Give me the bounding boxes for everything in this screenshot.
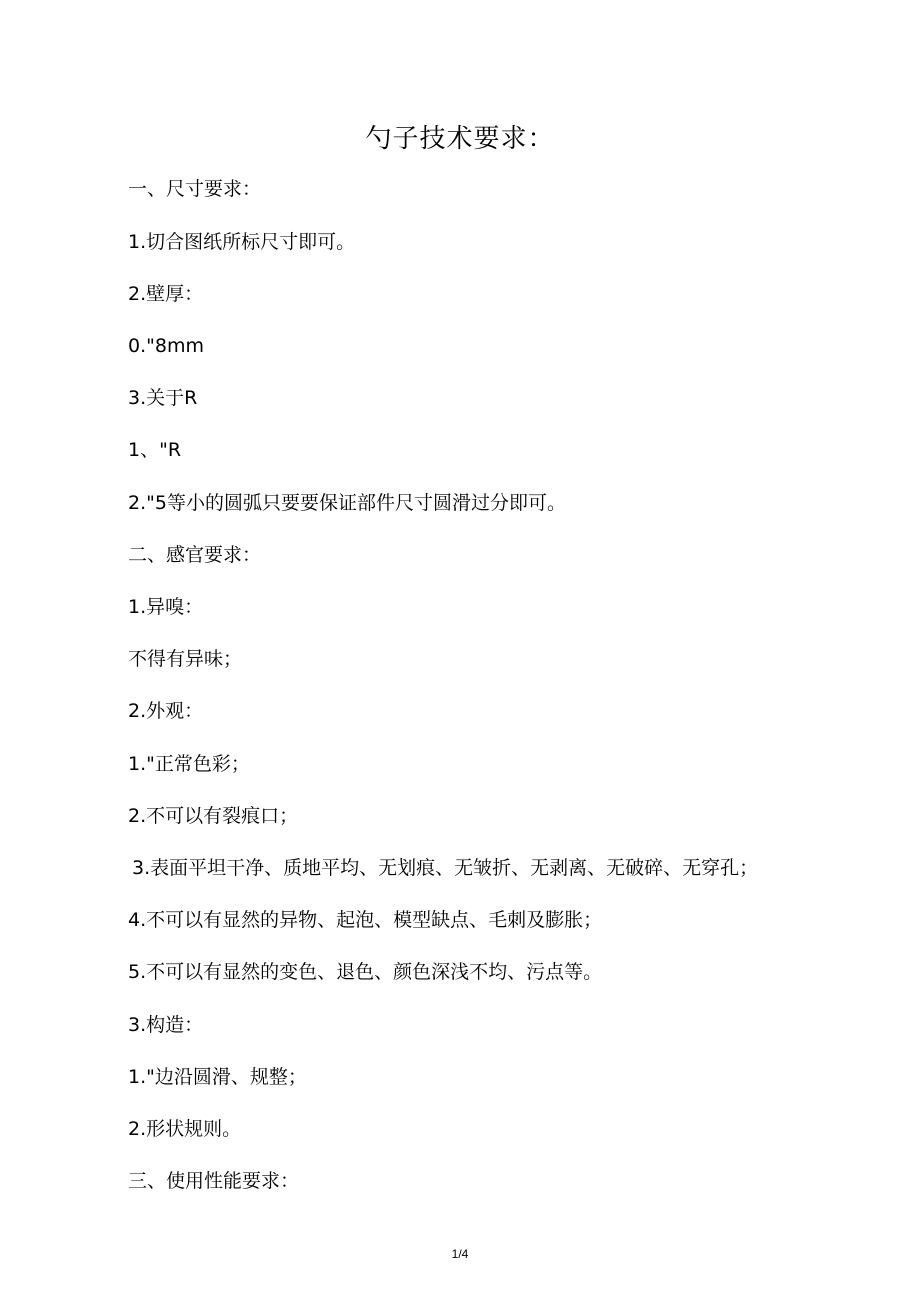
text-line: 1.切合图纸所标尺寸即可。 bbox=[128, 231, 356, 253]
text-line: 2.外观： bbox=[128, 700, 204, 722]
text-line: 5.不可以有显然的变色、退色、颜色深浅不均、污点等。 bbox=[128, 961, 603, 983]
text-line: 不得有异味； bbox=[128, 648, 243, 670]
text-line: 4.不可以有显然的异物、起泡、模型缺点、毛刺及膨胀； bbox=[128, 909, 603, 931]
text-line: 3.构造： bbox=[128, 1014, 204, 1036]
text-line: 2.不可以有裂痕口； bbox=[128, 805, 299, 827]
text-line: 2."5等小的圆弧只要要保证部件尺寸圆滑过分即可。 bbox=[128, 492, 566, 514]
text-line: 0."8mm bbox=[128, 335, 204, 357]
text-line: 3.表面平坦干净、质地平均、无划痕、无皱折、无剥离、无破碎、无穿孔； bbox=[132, 857, 759, 879]
text-line: 1."正常色彩； bbox=[128, 753, 250, 775]
text-line: 3.关于R bbox=[128, 387, 198, 409]
section-heading-performance: 三、使用性能要求： bbox=[128, 1170, 300, 1192]
text-line: 1.异嗅： bbox=[128, 596, 204, 618]
text-line: 2.形状规则。 bbox=[128, 1118, 242, 1140]
section-heading-sensory: 二、感官要求： bbox=[128, 544, 262, 566]
section-heading-size: 一、尺寸要求： bbox=[128, 178, 262, 200]
text-line: 1."边沿圆滑、规整； bbox=[128, 1066, 307, 1088]
text-line: 2.壁厚： bbox=[128, 283, 204, 305]
text-line: 1、"R bbox=[128, 439, 182, 461]
page-number: 1/4 bbox=[451, 1247, 469, 1261]
page-title: 勺子技术要求： bbox=[365, 124, 555, 154]
